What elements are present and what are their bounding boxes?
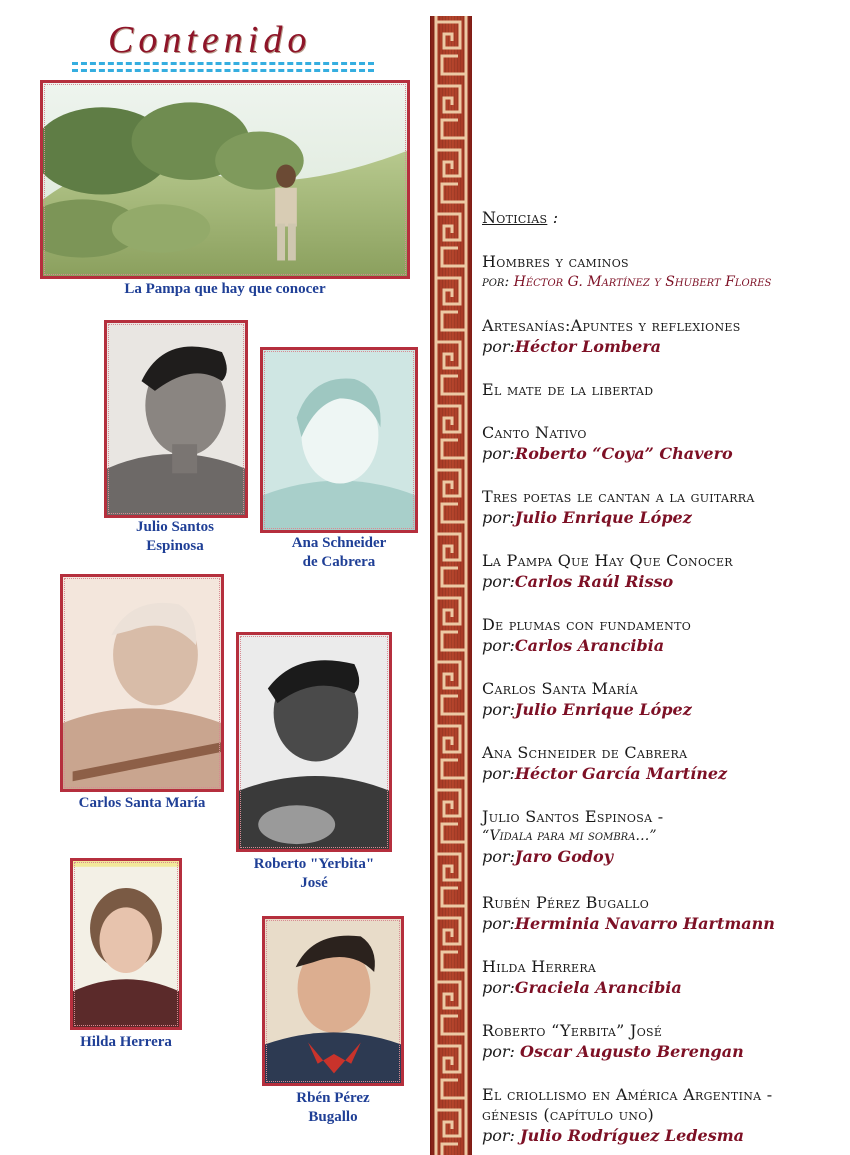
entry-byline [482,571,733,592]
greek-key-motif [436,16,466,80]
entry-author: Roberto “Coya” Chavero [514,444,733,463]
greek-key-motif [436,1040,466,1104]
toc-entry [482,679,692,720]
entry-title: Carlos Santa María [482,679,639,698]
greek-key-motif [436,336,466,400]
greek-key-motif [436,208,466,272]
caption-line: Bugallo [308,1109,358,1125]
entry-title: El mate de la libertad [482,380,654,399]
byline-prefix: por: [482,572,515,591]
entry-author: Julio Enrique López [514,508,692,527]
entry-title-line2: génesis (capítulo uno) [482,1105,655,1124]
section-label: Noticias [482,208,548,227]
entry-author: Carlos Raúl Risso [514,572,674,591]
caption-line: Roberto "Yerbita" [253,856,375,872]
greek-key-pattern [430,16,472,1155]
entry-byline [482,913,775,934]
entry-subtitle: “Vidala para mi sombra…” [482,828,657,844]
entry-byline [482,635,691,656]
woven-divider [430,16,472,1155]
page-title: Contenido [108,19,312,61]
title-underline-2 [72,69,374,72]
caption-roberto-yerbita-jose [232,855,396,893]
entry-title: Julio Santos Espinosa - [482,807,664,826]
caption-ana-schneider [262,534,416,572]
entry-author: Julio Enrique López [514,700,692,719]
entry-byline [482,1041,744,1062]
entry-author: Jaro Godoy [514,847,614,866]
entry-byline [482,699,692,720]
entry-author: Héctor G. Martínez y Shubert Flores [513,274,772,290]
entry-title: Hilda Herrera [482,957,597,976]
greek-key-motif [436,656,466,720]
section-heading [482,208,558,228]
entry-title: Tres poetas le cantan a la guitarra [482,487,755,506]
entry-author: Herminia Navarro Hartmann [514,914,775,933]
entry-author: Héctor Lombera [514,337,662,356]
byline-prefix: por: [482,847,515,866]
greek-key-motif [436,144,466,208]
byline-prefix: por: [482,508,515,527]
entry-author: Graciela Arancibia [514,978,682,997]
toc-entry [482,807,663,867]
entry-title: Canto Nativo [482,423,587,442]
greek-key-motif [436,400,466,464]
entry-byline [482,443,733,464]
entry-author: Héctor García Martínez [514,764,728,783]
toc-entry [482,252,771,293]
greek-key-motif [436,528,466,592]
greek-key-motif [436,976,466,1040]
toc-entry [482,380,653,400]
greek-key-motif [436,912,466,976]
byline-prefix: por: [482,444,515,463]
byline-prefix: por: [482,636,515,655]
photo-julio-santos-espinosa [104,320,248,518]
byline-prefix: por: [482,914,515,933]
caption-line: José [300,875,328,891]
entry-byline [482,763,727,784]
entry-byline [482,846,663,867]
caption-line: de Cabrera [302,554,376,570]
entry-byline [482,507,755,528]
byline-prefix: por: [482,1126,520,1145]
caption-line: Julio Santos [136,519,214,535]
entry-title: Ana Schneider de Cabrera [482,743,688,762]
caption-hilda-herrera: Hilda Herrera [80,1034,172,1050]
entry-title: Roberto “Yerbita” José [482,1021,663,1040]
byline-prefix: por: [482,978,515,997]
caption-carlos-santa-maria: Carlos Santa María [78,795,206,811]
entry-author: Julio Rodríguez Ledesma [520,1126,745,1145]
caption-landscape: La Pampa que hay que conocer [124,281,326,297]
caption-julio-santos-espinosa [100,518,250,556]
toc-entry [482,1085,772,1146]
caption-line: Espinosa [146,538,204,554]
caption-line: Ana Schneider [291,535,387,551]
greek-key-motif [436,592,466,656]
entry-title: Rubén Pérez Bugallo [482,893,650,912]
byline-prefix: por: [482,700,515,719]
toc-entry [482,743,727,784]
greek-key-motif [436,464,466,528]
greek-key-motif [436,80,466,144]
photo-carlos-santa-maria [60,574,224,792]
greek-key-motif [436,720,466,784]
toc-entry [482,957,682,998]
entry-byline [482,977,682,998]
entry-title: Hombres y caminos [482,252,629,271]
entry-byline [482,336,741,357]
toc-entry [482,423,733,464]
title-underline-1 [72,62,374,65]
toc-entry [482,615,691,656]
photo-landscape [40,80,410,279]
greek-key-motif [436,784,466,848]
photo-ruben-perez-bugallo [262,916,404,1086]
entry-author: Oscar Augusto Berengan [520,1042,744,1061]
section-suffix: : [547,208,559,227]
entry-author: Carlos Arancibia [514,636,665,655]
byline-prefix: por: [482,1042,520,1061]
toc-entry [482,551,733,592]
byline-prefix: por: [482,764,515,783]
entry-title: La Pampa Que Hay Que Conocer [482,551,733,570]
entry-title: Artesanías:Apuntes y reflexiones [482,316,741,335]
photo-ana-schneider [260,347,418,533]
caption-ruben-perez-bugallo [256,1089,410,1127]
entry-title: De plumas con fundamento [482,615,692,634]
toc-entry [482,316,741,357]
entry-byline [482,1125,772,1146]
byline-prefix: por: [482,274,510,290]
caption-line: Rbén Pérez [296,1090,370,1106]
greek-key-motif [436,848,466,912]
toc-entry [482,487,755,528]
toc-entry [482,893,775,934]
byline-prefix: por: [482,337,515,356]
toc-entry [482,1021,744,1062]
photo-roberto-yerbita-jose [236,632,392,852]
entry-title: El criollismo en América Argentina - [482,1085,773,1104]
entry-byline [482,272,771,293]
greek-key-motif [436,272,466,336]
photo-hilda-herrera [70,858,182,1030]
greek-key-motif [436,1104,466,1155]
